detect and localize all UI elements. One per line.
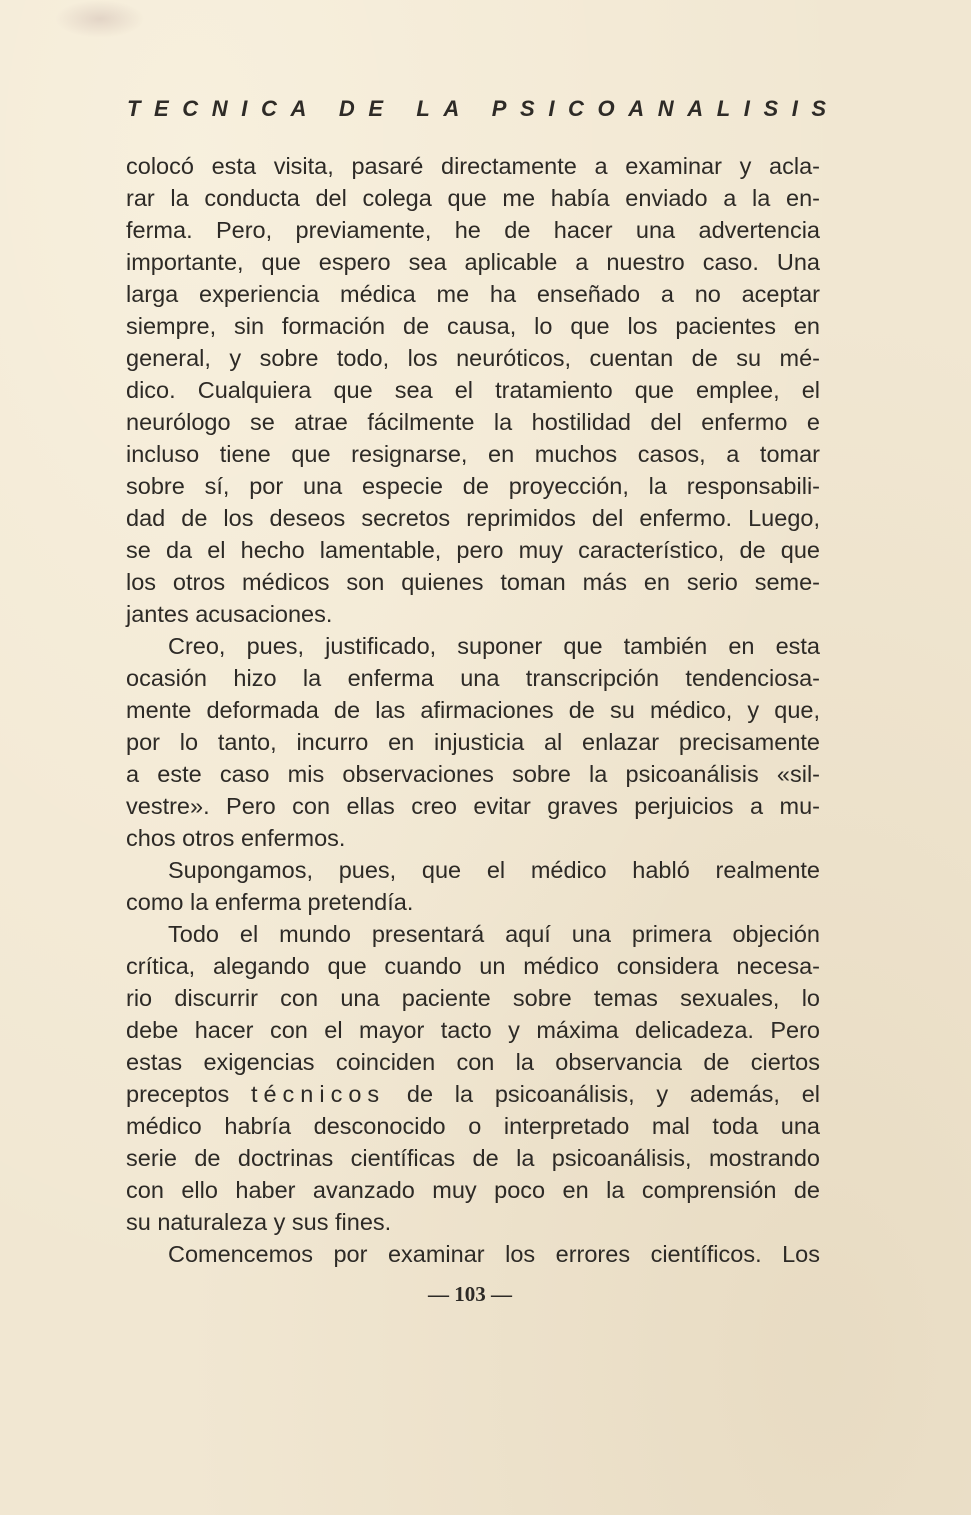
- text-line: Creo, pues, justificado, suponer que también en esta: [168, 633, 820, 659]
- text-line: se da el hecho lamentable, pero muy característico, de que: [126, 537, 820, 563]
- text-line: los otros médicos son quienes toman más en serio seme-: [126, 569, 820, 595]
- text-line: incluso tiene que resignarse, en muchos casos, a tomar: [126, 441, 820, 467]
- text-line: con ello haber avanzado muy poco en la comprensión de: [126, 1177, 820, 1203]
- running-header: TECNICA DE LA PSICOANALISIS: [127, 96, 840, 121]
- text-line: estas exigencias coinciden con la observancia de ciertos: [126, 1049, 820, 1075]
- text-line: importante, que espero sea aplicable a nuestro caso. Una: [126, 249, 820, 275]
- page-number: — 103 —: [428, 1282, 512, 1306]
- text-line: Comencemos por examinar los errores científicos. Los: [168, 1241, 820, 1267]
- text-line: debe hacer con el mayor tacto y máxima delicadeza. Pero: [126, 1017, 820, 1043]
- text-segment: preceptos: [126, 1081, 251, 1107]
- text-segment: de la psicoanálisis, y además, el: [385, 1081, 820, 1107]
- text-line: larga experiencia médica me ha enseñado a no aceptar: [126, 281, 820, 307]
- text-line: mente deformada de las afirmaciones de su médico, y que,: [126, 697, 820, 723]
- spaced-emphasis: técnicos: [250, 1081, 386, 1107]
- text-line: por lo tanto, incurro en injusticia al enlazar precisamente: [126, 729, 820, 755]
- text-line: [126, 1078, 820, 1110]
- text-line: vestre». Pero con ellas creo evitar graves perjuicios a mu-: [126, 793, 820, 819]
- text-line: chos otros enfermos.: [126, 825, 346, 851]
- text-line: ferma. Pero, previamente, he de hacer una advertencia: [126, 217, 820, 243]
- body-text: [126, 150, 820, 1270]
- text-line: Supongamos, pues, que el médico habló realmente: [168, 857, 820, 883]
- text-line: dico. Cualquiera que sea el tratamiento que emplee, el: [126, 377, 820, 403]
- text-line: general, y sobre todo, los neuróticos, cuentan de su mé-: [126, 345, 820, 371]
- text-line: colocó esta visita, pasaré directamente a examinar y acla-: [126, 153, 820, 179]
- text-line: sobre sí, por una especie de proyección, la responsabili-: [126, 473, 820, 499]
- text-line: dad de los deseos secretos reprimidos del enfermo. Luego,: [126, 505, 820, 531]
- text-line: a este caso mis observaciones sobre la psicoanálisis «sil-: [126, 761, 820, 787]
- text-line: Todo el mundo presentará aquí una primera objeción: [168, 921, 820, 947]
- text-line: rar la conducta del colega que me había enviado a la en-: [126, 185, 820, 211]
- text-line: rio discurrir con una paciente sobre temas sexuales, lo: [126, 985, 820, 1011]
- text-line: ocasión hizo la enferma una transcripción tendenciosa-: [126, 665, 820, 691]
- text-line: médico habría desconocido o interpretado mal toda una: [126, 1113, 820, 1139]
- text-line: siempre, sin formación de causa, lo que los pacientes en: [126, 313, 820, 339]
- text-line: serie de doctrinas científicas de la psicoanálisis, mostrando: [126, 1145, 820, 1171]
- text-line: neurólogo se atrae fácilmente la hostilidad del enfermo e: [126, 409, 820, 435]
- text-line: crítica, alegando que cuando un médico considera necesa-: [126, 953, 820, 979]
- text-line: como la enferma pretendía.: [126, 889, 414, 915]
- text-line: su naturaleza y sus fines.: [126, 1209, 392, 1235]
- text-line: jantes acusaciones.: [126, 601, 333, 627]
- paper-stain: [55, 0, 145, 38]
